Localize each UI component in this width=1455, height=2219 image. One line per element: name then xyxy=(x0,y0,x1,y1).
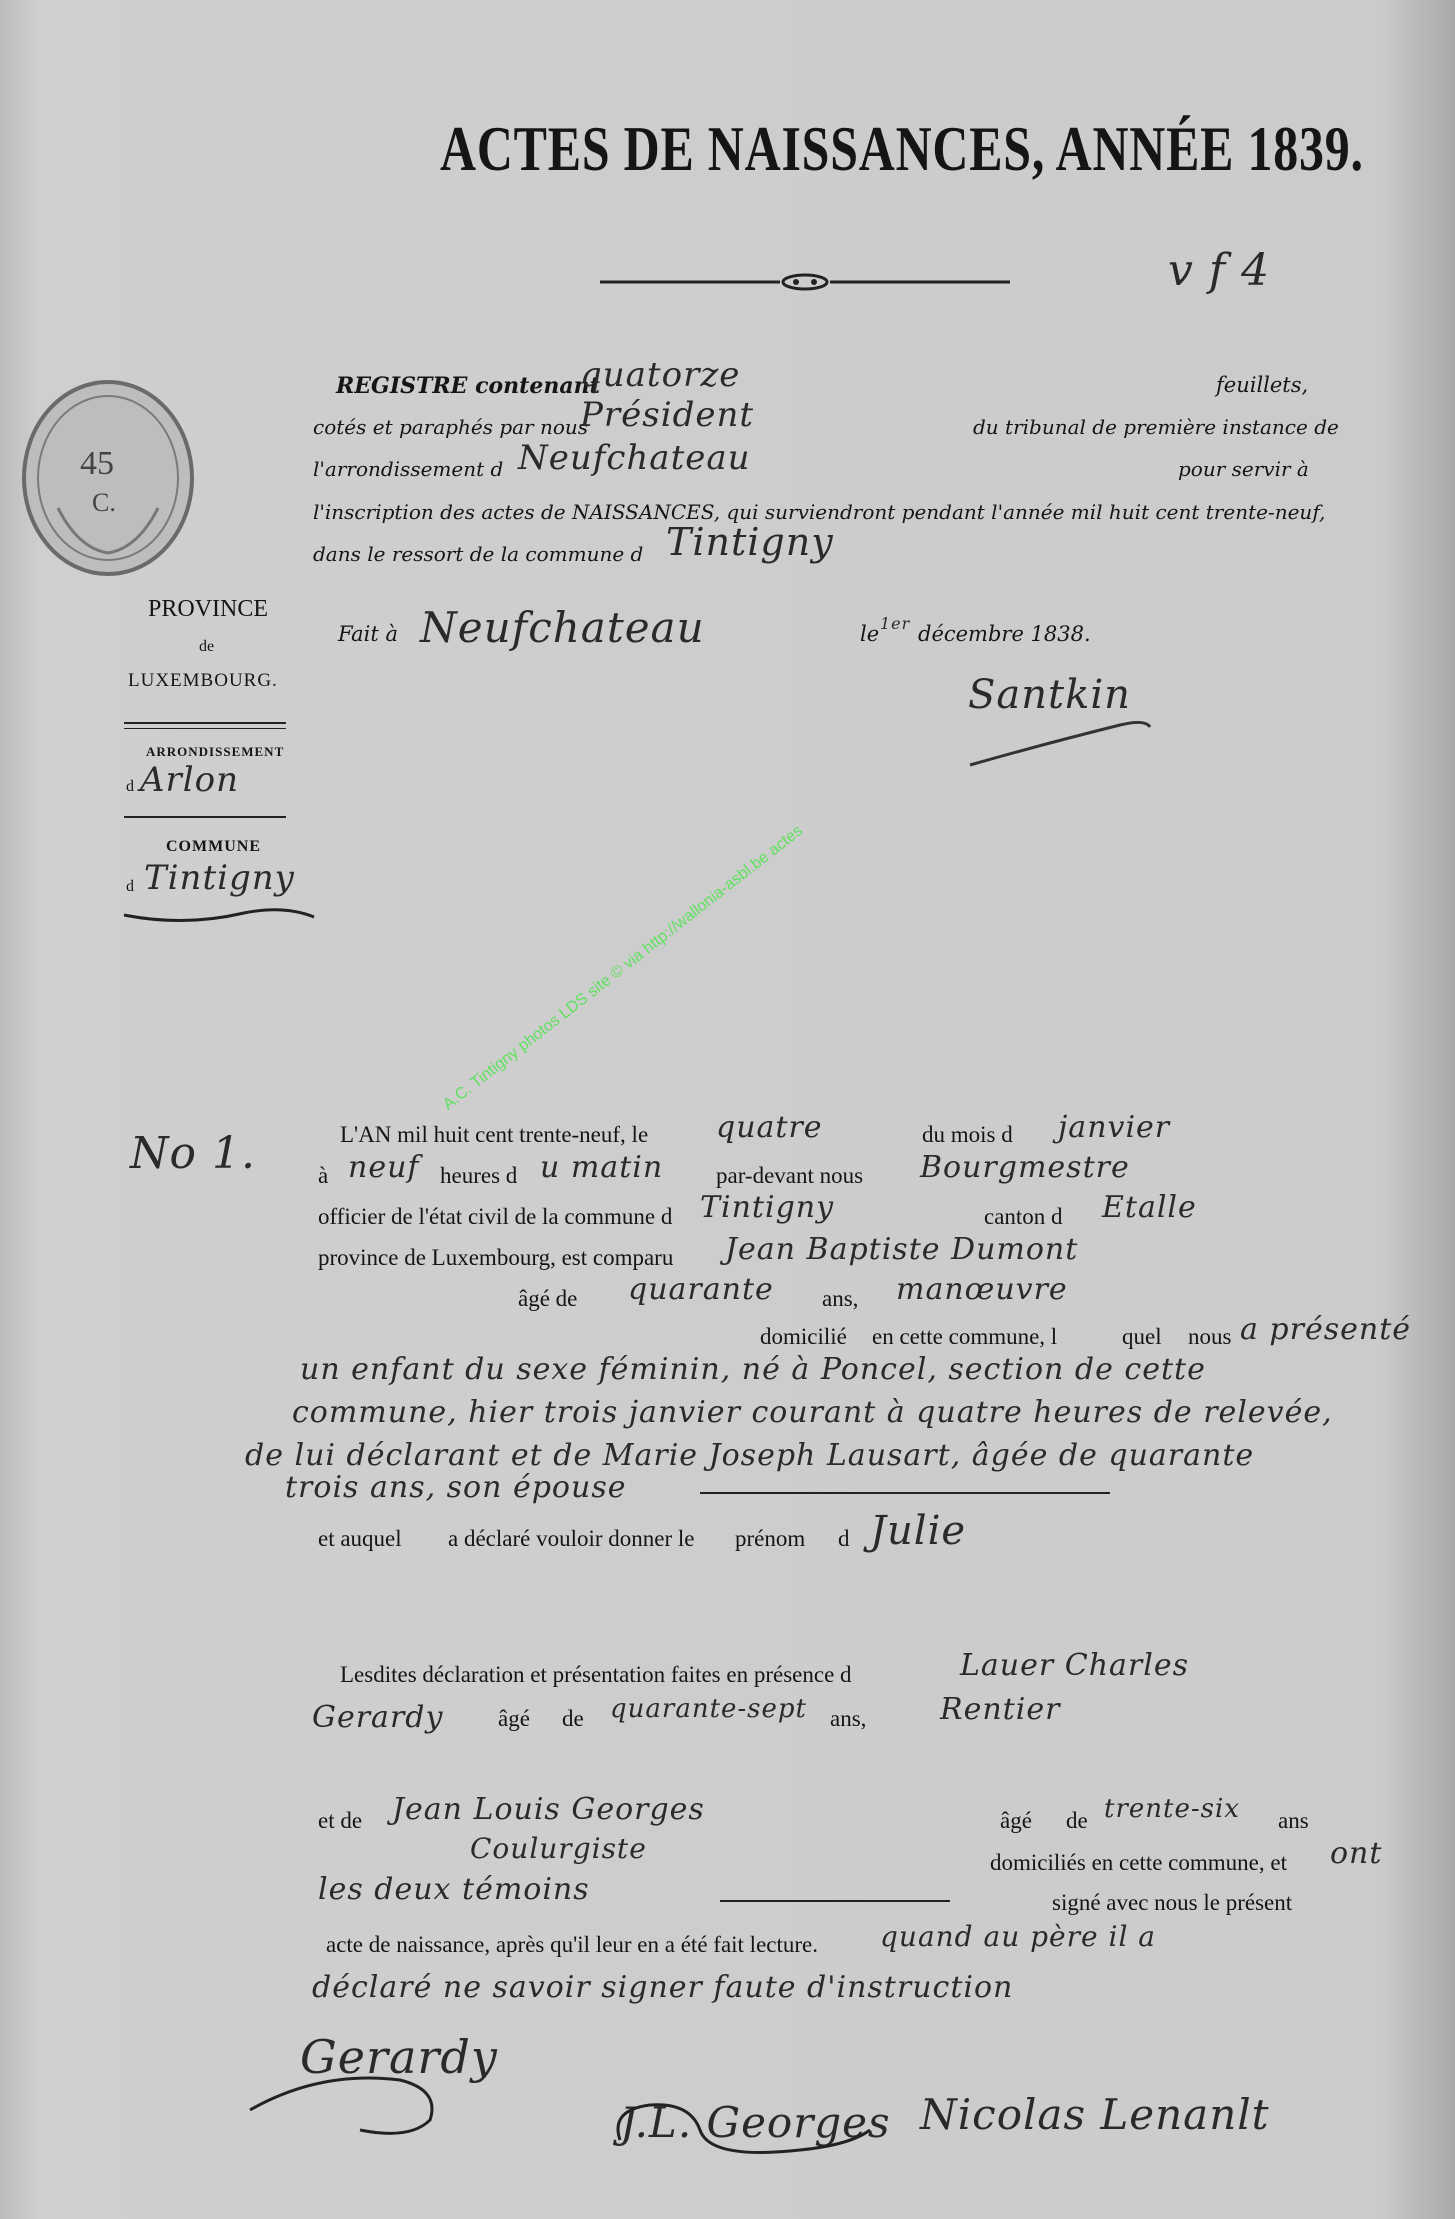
commune-prefix: d xyxy=(126,878,134,895)
acte-number: No 1. xyxy=(130,1128,256,1179)
acte-line7-c: prénom xyxy=(735,1526,806,1551)
acte-given-name: Julie xyxy=(870,1508,967,1554)
province-de: de xyxy=(199,638,215,655)
acte-time-of-day: u matin xyxy=(540,1150,664,1185)
sidebar-rule xyxy=(124,816,286,818)
acte-declarant-age: quarante xyxy=(628,1272,774,1307)
acte-line9-c: ans, xyxy=(830,1706,867,1731)
acte-officer-title: Bourgmestre xyxy=(920,1150,1130,1185)
witness1-name: Lauer Charles xyxy=(960,1648,1190,1683)
sidebar-rule xyxy=(124,722,286,724)
stamp-unit: C. xyxy=(92,488,116,517)
acte-presented: a présenté xyxy=(1240,1312,1412,1347)
acte-marginal-note1: quand au père il a xyxy=(880,1920,1156,1953)
date-label: le xyxy=(860,622,880,646)
acte-line1-a: L'AN mil huit cent trente-neuf, le xyxy=(340,1122,649,1147)
registre-signed-by: Président xyxy=(580,395,755,435)
acte-line9-a: âgé xyxy=(498,1706,530,1731)
commune-flourish xyxy=(124,905,324,935)
acte-line4-a: province de Luxembourg, est comparu xyxy=(318,1245,674,1270)
acte-line11-a: domiciliés en cette commune, et xyxy=(990,1850,1287,1875)
acte-handwritten-line2: commune, hier trois janvier courant à quatre heures de relevée, xyxy=(292,1395,1333,1430)
acte-commune: Tintigny xyxy=(700,1190,835,1225)
fait-place: Neufchateau xyxy=(420,603,705,652)
acte-line3-b: canton d xyxy=(984,1204,1063,1229)
acte-line10-b: âgé xyxy=(1000,1808,1032,1833)
registre-line4: l'inscription des actes de NAISSANCES, qui surviendront pendant l'année mil huit cent trente-neuf, xyxy=(313,500,1326,524)
acte-marginal-note2: déclaré ne savoir signer faute d'instruction xyxy=(312,1970,1014,2005)
title-ornament xyxy=(600,270,1010,294)
stamp-value: 45 xyxy=(80,445,114,482)
acte-line8-a: Lesdites déclaration et présentation faites en présence d xyxy=(340,1662,852,1687)
registre-line3-end: pour servir à xyxy=(1178,457,1309,481)
acte-line5-a: âgé de xyxy=(518,1286,578,1311)
acte-month: janvier xyxy=(1058,1110,1171,1145)
acte-line10-d: ans xyxy=(1278,1808,1309,1833)
registre-commune: Tintigny xyxy=(666,520,834,564)
signature-flourish xyxy=(960,715,1160,775)
registre-line1-label: REGISTRE contenant xyxy=(336,373,600,399)
witness2-occupation: Coulurgiste xyxy=(470,1832,647,1865)
registre-line5-label: dans le ressort de la commune d xyxy=(313,542,644,566)
registre-line2-end: du tribunal de première instance de xyxy=(973,415,1339,439)
witness1-occupation: Rentier xyxy=(940,1692,1061,1727)
acte-line7-d: d xyxy=(838,1526,850,1551)
witness1-age: quarante-sept xyxy=(610,1694,808,1724)
acte-both-witnesses: les deux témoins xyxy=(318,1872,590,1907)
acte-hour: neuf xyxy=(348,1150,420,1185)
acte-line2-c: par-devant nous xyxy=(716,1163,864,1188)
acte-line13-a: acte de naissance, après qu'il leur en a été fait lecture. xyxy=(326,1932,818,1957)
acte-handwritten-line3: de lui déclarant et de Marie Joseph Lausart, âgée de quarante xyxy=(245,1438,1255,1473)
corner-note: v f 4 xyxy=(1168,245,1271,296)
date-end: décembre 1838. xyxy=(918,622,1091,646)
fill-line xyxy=(700,1492,1110,1494)
acte-line10-c: de xyxy=(1066,1808,1088,1833)
acte-line12-a: signé avec nous le présent xyxy=(1052,1890,1293,1915)
sidebar-rule xyxy=(124,728,286,729)
acte-line2-a: à xyxy=(318,1163,329,1188)
witness1-surname: Gerardy xyxy=(312,1700,444,1735)
registre-line1-end: feuillets, xyxy=(1216,373,1309,397)
acte-line2-b: heures d xyxy=(440,1163,518,1188)
acte-handwritten-line4: trois ans, son épouse xyxy=(285,1470,627,1505)
acte-line7-a: et auquel xyxy=(318,1526,402,1551)
acte-line9-b: de xyxy=(562,1706,584,1731)
fait-label: Fait à xyxy=(338,622,399,646)
watermark-text: A.C. Tintigny photos LDS site © via http://wallonia-asbl.be actes xyxy=(440,822,806,1114)
acte-line5-b: ans, xyxy=(822,1286,859,1311)
commune-value: Tintigny xyxy=(144,858,295,898)
date-day: 1er xyxy=(880,614,911,633)
signature-gerardy: Gerardy xyxy=(300,2030,498,2084)
acte-line7-b: a déclaré vouloir donner le xyxy=(448,1526,695,1551)
signature-officer: Nicolas Lenanlt xyxy=(920,2090,1270,2139)
acte-line1-b: du mois d xyxy=(922,1122,1013,1147)
acte-handwritten-line1: un enfant du sexe féminin, né à Poncel, section de cette xyxy=(300,1352,1206,1387)
acte-line6-b: en cette commune, l xyxy=(872,1324,1058,1349)
acte-line6-d: nous xyxy=(1188,1324,1232,1349)
acte-line10-a: et de xyxy=(318,1808,363,1833)
president-signature: Santkin xyxy=(968,672,1131,718)
province-name: LUXEMBOURG. xyxy=(128,670,278,691)
witness2-age: trente-six xyxy=(1104,1794,1240,1824)
arrondissement-label: ARRONDISSEMENT xyxy=(146,744,285,759)
registre-leaves-count: quatorze xyxy=(580,355,741,395)
registre-arrondissement: Neufchateau xyxy=(518,438,751,478)
arrondissement-prefix: d xyxy=(126,778,134,795)
arrondissement-value: Arlon xyxy=(140,760,240,800)
registre-label xyxy=(336,373,600,399)
signature-georges: J.L. Georges xyxy=(620,2098,891,2147)
fill-line xyxy=(720,1900,950,1902)
acte-canton: Etalle xyxy=(1102,1190,1197,1225)
signature-flourish xyxy=(600,2090,880,2170)
acte-declarant-occupation: manœuvre xyxy=(896,1272,1068,1307)
province-label: PROVINCE xyxy=(148,596,269,622)
signature-flourish xyxy=(240,2050,540,2140)
witness2-name: Jean Louis Georges xyxy=(392,1792,705,1827)
acte-line6-a: domicilié xyxy=(760,1324,847,1349)
acte-line3-a: officier de l'état civil de la commune d xyxy=(318,1204,673,1229)
commune-label: COMMUNE xyxy=(166,838,261,855)
acte-declarant: Jean Baptiste Dumont xyxy=(725,1232,1079,1267)
registre-line3-label: l'arrondissement d xyxy=(313,457,504,481)
registre-line2-label: cotés et paraphés par nous xyxy=(313,415,589,439)
acte-ont: ont xyxy=(1330,1836,1383,1871)
acte-day: quatre xyxy=(716,1110,823,1145)
acte-line6-c: quel xyxy=(1122,1324,1162,1349)
page-title: ACTES DE NAISSANCES, ANNÉE 1839. xyxy=(440,113,1364,184)
